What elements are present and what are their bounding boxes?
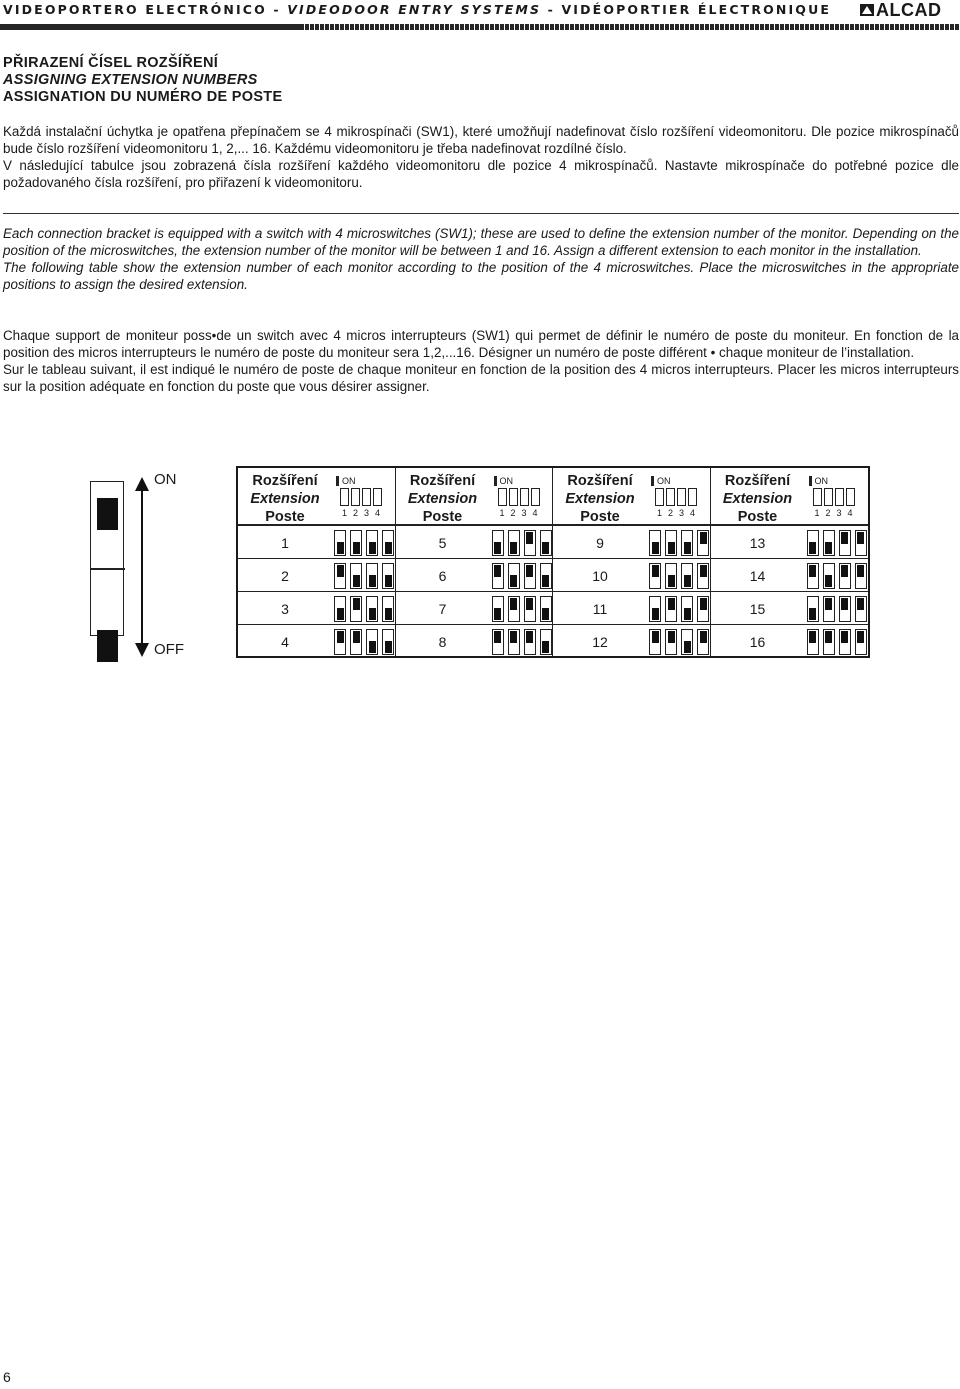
microswitch-knob-off	[809, 542, 816, 554]
microswitch	[492, 563, 504, 589]
microswitch-knob-on	[668, 598, 675, 610]
microswitch-knob-on	[809, 565, 816, 577]
microswitch-knob-on	[353, 631, 360, 643]
dip-switch-setting	[807, 563, 867, 589]
extension-number: 14	[749, 568, 766, 584]
switch-number: 3	[364, 508, 370, 518]
microswitch	[839, 596, 851, 622]
header-line-cz: Rozšíření	[567, 473, 633, 489]
microswitch	[681, 563, 693, 589]
switch-number: 1	[814, 508, 820, 518]
microswitch	[492, 596, 504, 622]
extension-number: 7	[438, 601, 447, 617]
microswitch	[807, 596, 819, 622]
microswitch	[839, 530, 851, 556]
microswitch	[524, 596, 536, 622]
microswitch-knob-off	[385, 641, 392, 653]
paragraph-cz-1: Každá instalační úchytka je opatřena přepínačem se 4 mikrospínači (SW1), které umožňují nadefinovat číslo rozšíření videomonitoru. Dle pozice mikrospínačů bude číslo rozšíření videomonitoru 1, 2,... 16. Každému videomonitoru je třeba nadefinovat rozdílné číslo.	[3, 124, 959, 156]
microswitch	[855, 596, 867, 622]
microswitch-knob-off	[369, 542, 376, 554]
microswitch	[649, 563, 661, 589]
microswitch-knob-off	[652, 542, 659, 554]
microswitch	[855, 563, 867, 589]
microswitch	[382, 530, 394, 556]
microswitch-knob-on	[494, 565, 501, 577]
header-switch-cell	[362, 488, 371, 506]
microswitch-knob-on	[825, 598, 832, 610]
microswitch-knob-on	[841, 631, 848, 643]
header-switch-cell	[846, 488, 855, 506]
microswitch	[334, 629, 346, 655]
header-line-en: Extension	[250, 491, 320, 507]
paragraph-cz-2: V následující tabulce jsou zobrazená čísla rozšíření každého videomonitoru dle pozice 4 mikrospínačů. Nastavte mikrospínače do potřebné pozice dle požadovaného čísla rozšíření, pro přiřazení k videomonitoru.	[3, 158, 959, 190]
microswitch-knob-on	[841, 532, 848, 544]
header-switch-cell	[520, 488, 529, 506]
microswitch-knob-off	[542, 608, 549, 620]
microswitch-knob-on	[526, 565, 533, 577]
paragraph-fr-1: Chaque support de moniteur poss•de un switch avec 4 micros interrupteurs (SW1) qui permet de définir le numéro de poste du moniteur. En fonction de la position des micros interrupteurs le numéro de poste du moniteur sera 1,2,...16. Désigner un numéro de poste différent • chaque moniteur de l’installation.	[3, 328, 959, 360]
switch-number: 1	[499, 508, 505, 518]
microswitch	[492, 629, 504, 655]
microswitch-knob-on	[652, 565, 659, 577]
header-line-cz: Rozšíření	[409, 473, 476, 489]
paragraphs-fr	[3, 327, 959, 395]
microswitch-knob-off	[337, 608, 344, 620]
header-switch-cell	[373, 488, 382, 506]
legend-switch-separator	[91, 568, 125, 570]
microswitch-knob-on	[857, 532, 864, 544]
microswitch-knob-on	[700, 532, 707, 544]
header-switch-icon	[651, 476, 703, 516]
header-part-en: VIDEODOOR ENTRY SYSTEMS	[287, 2, 542, 17]
microswitch	[807, 629, 819, 655]
switch-tick	[494, 476, 497, 486]
extension-number: 3	[281, 601, 289, 617]
extension-number: 12	[592, 634, 608, 650]
microswitch-knob-off	[668, 575, 675, 587]
microswitch	[540, 596, 552, 622]
column-header	[238, 468, 394, 526]
microswitch-knob-on	[700, 565, 707, 577]
microswitch-knob-off	[369, 608, 376, 620]
microswitch	[524, 629, 536, 655]
header-switch-on-label: ON	[499, 476, 513, 486]
microswitch	[681, 596, 693, 622]
microswitch	[697, 629, 709, 655]
extension-number: 4	[281, 634, 289, 650]
header-switch-icon	[809, 476, 861, 516]
dip-switch-setting	[334, 596, 394, 622]
switch-number: 2	[668, 508, 674, 518]
microswitch-knob-off	[684, 608, 691, 620]
legend-knob-on	[97, 498, 118, 530]
dip-switch-setting	[807, 629, 867, 655]
microswitch	[524, 530, 536, 556]
header-switch-cell	[340, 488, 349, 506]
header-line-cz: Rozšíření	[252, 473, 318, 489]
microswitch	[508, 596, 520, 622]
extension-number: 6	[438, 568, 447, 584]
microswitch	[508, 530, 520, 556]
switch-number: 4	[375, 508, 381, 518]
microswitch	[350, 596, 362, 622]
header-switch-on-label: ON	[814, 476, 828, 486]
switch-number: 4	[690, 508, 696, 518]
extension-number: 16	[749, 634, 766, 650]
switch-number: 1	[342, 508, 348, 518]
legend-on-label: ON	[154, 471, 177, 488]
switch-number: 4	[532, 508, 538, 518]
paragraphs-en	[3, 225, 959, 293]
microswitch-knob-on	[857, 631, 864, 643]
dip-switch-setting	[334, 629, 394, 655]
microswitch	[649, 530, 661, 556]
microswitch	[697, 530, 709, 556]
microswitch-knob-on	[809, 631, 816, 643]
microswitch-knob-off	[385, 575, 392, 587]
microswitch	[649, 629, 661, 655]
dip-switch-setting	[334, 563, 394, 589]
running-header	[3, 2, 833, 17]
microswitch-knob-on	[857, 565, 864, 577]
microswitch	[681, 530, 693, 556]
microswitch-knob-on	[353, 598, 360, 610]
microswitch-knob-on	[700, 631, 707, 643]
microswitch	[839, 629, 851, 655]
paragraph-fr-2: Sur le tableau suivant, il est indiqué le numéro de poste de chaque moniteur en fonction de la position des 4 micros interrupteurs. Placer les micros interrupteurs sur la position adéquate en fonction du poste que vous désirer assigner.	[3, 362, 959, 394]
microswitch-knob-on	[841, 598, 848, 610]
microswitch-knob-off	[385, 608, 392, 620]
header-rule	[0, 24, 960, 30]
header-part-fr: - VIDÉOPORTIER ÉLECTRONIQUE	[541, 2, 832, 17]
header-line-fr: Poste	[580, 509, 620, 525]
header-line-en: Extension	[565, 491, 635, 507]
microswitch	[855, 530, 867, 556]
microswitch	[665, 563, 677, 589]
microswitch	[697, 563, 709, 589]
extension-number: 15	[749, 601, 766, 617]
row-rule-line	[238, 624, 868, 625]
microswitch	[366, 530, 378, 556]
switch-number: 2	[353, 508, 359, 518]
header-line-fr: Poste	[737, 509, 778, 525]
microswitch	[823, 530, 835, 556]
microswitch	[334, 596, 346, 622]
microswitch	[823, 596, 835, 622]
switch-legend	[88, 465, 198, 665]
microswitch	[334, 530, 346, 556]
microswitch	[524, 563, 536, 589]
microswitch-knob-on	[510, 631, 517, 643]
header-switch-cell	[824, 488, 833, 506]
microswitch	[540, 563, 552, 589]
microswitch-knob-off	[510, 575, 517, 587]
switch-number: 2	[510, 508, 516, 518]
microswitch	[681, 629, 693, 655]
dip-switch-setting	[649, 530, 709, 556]
microswitch	[334, 563, 346, 589]
dip-switch-setting	[649, 596, 709, 622]
dip-switch-setting	[807, 596, 867, 622]
title-fr: ASSIGNATION DU NUMÉRO DE POSTE	[3, 89, 283, 105]
extension-number: 10	[592, 568, 608, 584]
microswitch-knob-off	[668, 542, 675, 554]
microswitch-knob-off	[385, 542, 392, 554]
microswitch	[807, 530, 819, 556]
microswitch-knob-off	[542, 641, 549, 653]
microswitch-knob-on	[337, 631, 344, 643]
dip-switch-setting	[492, 596, 552, 622]
microswitch-knob-on	[526, 631, 533, 643]
alcad-logo-icon	[860, 3, 874, 17]
microswitch	[665, 530, 677, 556]
extension-number: 11	[592, 601, 608, 617]
microswitch-knob-on	[526, 598, 533, 610]
header-line-cz: Rozšíření	[724, 473, 791, 489]
legend-switch-body	[90, 481, 124, 636]
microswitch	[649, 596, 661, 622]
microswitch	[366, 563, 378, 589]
microswitch	[492, 530, 504, 556]
microswitch-knob-on	[841, 565, 848, 577]
column-header	[396, 468, 552, 526]
title-cz: PŘIRAZENÍ ČÍSEL ROZŠÍŘENÍ	[3, 55, 219, 71]
switch-number: 4	[847, 508, 853, 518]
microswitch-knob-off	[494, 542, 501, 554]
legend-off-label: OFF	[154, 641, 184, 658]
dip-switch-setting	[492, 530, 552, 556]
header-switch-cell	[666, 488, 675, 506]
legend-knob-off	[97, 630, 118, 662]
header-switch-icon	[494, 476, 546, 516]
microswitch	[665, 629, 677, 655]
microswitch	[807, 563, 819, 589]
header-line-fr: Poste	[265, 509, 305, 525]
extension-number: 13	[749, 535, 766, 551]
switch-tick	[651, 476, 654, 486]
microswitch-knob-on	[825, 631, 832, 643]
microswitch-knob-on	[337, 565, 344, 577]
brand-name: ALCAD	[876, 0, 942, 20]
column-header	[553, 468, 709, 526]
microswitch-knob-off	[494, 608, 501, 620]
microswitch	[508, 563, 520, 589]
extension-number: 8	[438, 634, 447, 650]
header-line-en: Extension	[407, 491, 478, 507]
paragraph-en-1: Each connection bracket is equipped with a switch with 4 microswitches (SW1); these are used to define the extension number of the monitor. Depending on the position of the microswitches, the extension number of the monitor will be between 1 and 16. Assign a different extension to each monitor in the installation.	[3, 226, 959, 258]
brand-logo	[860, 0, 960, 20]
section-titles	[3, 55, 953, 106]
microswitch	[508, 629, 520, 655]
microswitch-knob-off	[684, 542, 691, 554]
switch-number: 3	[836, 508, 842, 518]
microswitch-knob-off	[542, 542, 549, 554]
header-switch-cell	[655, 488, 664, 506]
header-switch-cell	[509, 488, 518, 506]
extension-number: 1	[281, 535, 289, 551]
header-switch-on-label: ON	[342, 476, 356, 486]
microswitch-knob-off	[353, 575, 360, 587]
header-line-fr: Poste	[422, 509, 463, 525]
header-switch-cell	[688, 488, 697, 506]
section-divider	[3, 213, 959, 214]
header-label	[400, 472, 486, 526]
header-switch-cell	[813, 488, 822, 506]
microswitch-knob-off	[510, 542, 517, 554]
dip-switch-setting	[334, 530, 394, 556]
microswitch-knob-on	[857, 598, 864, 610]
switch-tick	[336, 476, 339, 486]
microswitch	[366, 596, 378, 622]
row-rule-line	[238, 591, 868, 592]
header-switch-on-label: ON	[657, 476, 671, 486]
title-en: ASSIGNING EXTENSION NUMBERS	[3, 72, 258, 88]
page-number: 6	[3, 1369, 11, 1385]
microswitch	[350, 629, 362, 655]
header-switch-cell	[498, 488, 507, 506]
switch-number: 3	[521, 508, 527, 518]
microswitch-knob-off	[825, 575, 832, 587]
microswitch-knob-off	[684, 575, 691, 587]
header-label	[715, 472, 801, 526]
microswitch	[540, 530, 552, 556]
microswitch	[839, 563, 851, 589]
microswitch	[855, 629, 867, 655]
microswitch	[382, 563, 394, 589]
microswitch-knob-on	[668, 631, 675, 643]
switch-number: 1	[657, 508, 663, 518]
paragraphs-cz	[3, 123, 959, 191]
dip-switch-setting	[492, 563, 552, 589]
microswitch	[366, 629, 378, 655]
microswitch	[382, 596, 394, 622]
header-switch-cell	[531, 488, 540, 506]
microswitch	[665, 596, 677, 622]
microswitch-knob-off	[542, 575, 549, 587]
header-part-es: VIDEOPORTERO ELECTRÓNICO -	[3, 2, 288, 17]
column-header	[711, 468, 867, 526]
microswitch	[382, 629, 394, 655]
microswitch	[823, 563, 835, 589]
microswitch	[350, 530, 362, 556]
dip-switch-setting	[649, 563, 709, 589]
microswitch-knob-on	[526, 532, 533, 544]
dip-switch-setting	[492, 629, 552, 655]
header-switch-cell	[835, 488, 844, 506]
header-switch-cell	[677, 488, 686, 506]
paragraph-en-2: The following table show the extension number of each monitor according to the position of the 4 microswitches. Place the microswitches in the appropriate positions to assign the desired extension.	[3, 260, 959, 292]
microswitch-knob-on	[652, 631, 659, 643]
switch-tick	[809, 476, 812, 486]
microswitch-knob-off	[353, 542, 360, 554]
microswitch-knob-off	[809, 608, 816, 620]
microswitch-knob-off	[337, 542, 344, 554]
microswitch-knob-on	[700, 598, 707, 610]
microswitch-knob-off	[652, 608, 659, 620]
extension-number: 9	[596, 535, 604, 551]
switch-number: 2	[825, 508, 831, 518]
extension-number: 2	[281, 568, 289, 584]
row-rule-line	[238, 558, 868, 559]
microswitch	[823, 629, 835, 655]
up-down-arrow-icon	[132, 475, 152, 660]
dip-switch-setting	[649, 629, 709, 655]
microswitch-knob-off	[369, 641, 376, 653]
microswitch-knob-on	[510, 598, 517, 610]
header-label	[557, 472, 643, 526]
microswitch-knob-off	[825, 542, 832, 554]
header-label	[242, 472, 328, 526]
header-line-en: Extension	[722, 491, 793, 507]
header-switch-icon	[336, 476, 388, 516]
microswitch-knob-off	[684, 641, 691, 653]
dip-switch-setting	[807, 530, 867, 556]
microswitch-knob-off	[369, 575, 376, 587]
microswitch	[697, 596, 709, 622]
extension-number: 5	[438, 535, 447, 551]
header-switch-cell	[351, 488, 360, 506]
microswitch	[350, 563, 362, 589]
microswitch-knob-on	[494, 631, 501, 643]
switch-number: 3	[679, 508, 685, 518]
extension-table	[236, 466, 870, 658]
microswitch	[540, 629, 552, 655]
